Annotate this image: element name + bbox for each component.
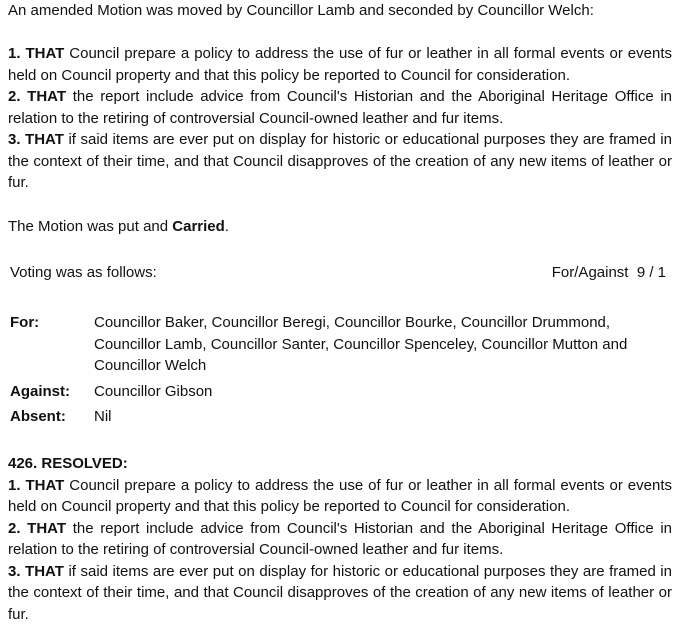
vote-label-against: Against: (10, 382, 70, 400)
vote-row-absent (10, 406, 670, 428)
motion-item-number: 3. THAT (8, 131, 64, 148)
vote-label-absent: Absent: (10, 408, 66, 425)
vote-row-for (10, 312, 670, 377)
motion-item-number: 2. THAT (8, 88, 67, 105)
amended-motion (8, 43, 672, 194)
vote-label-for: For: (10, 314, 40, 331)
motion-intro: An amended Motion was moved by Councillor Lamb and seconded by Councillor Welch: (8, 2, 594, 19)
vote-names-for: Councillor Baker, Councillor Beregi, Councillor Bourke, Councillor Drummond, Councillor Lamb, Councillor Santer, Councillor Spenceley, Councillor Mutton and Councillor Welch (94, 314, 628, 374)
tally-value: 9 / 1 (636, 264, 666, 281)
motion-outcome (8, 216, 672, 238)
resolution-heading-text: 426. RESOLVED: (8, 455, 128, 472)
resolution-item-3 (8, 561, 672, 625)
motion-item-text: if said items are ever put on display for historic or educational purposes they are framed in the context of their time, and that Council disapproves of the creation of any new items of leather or fur. (8, 131, 672, 191)
motion-item-2 (8, 86, 672, 129)
vote-names-against: Councillor Gibson (94, 382, 213, 400)
vote-names-absent: Nil (94, 408, 112, 425)
motion-item-3 (8, 129, 672, 194)
outcome-suffix: . (224, 218, 229, 235)
resolution-item-text: if said items are ever put on display for historic or educational purposes they are framed in the context of their time, and that Council disapproves of the creation of any new items of leather or fur. (8, 562, 672, 623)
resolution-item-1 (8, 475, 672, 518)
resolution-item-2 (8, 518, 672, 561)
outcome-prefix: The Motion was put and (8, 218, 173, 235)
resolution-item-number: 1. THAT (8, 476, 65, 494)
resolution-item-number: 3. THAT (8, 562, 64, 580)
motion-item-text: Council prepare a policy to address the use of fur or leather in all formal events or events held on Council property and that this policy be reported to Council for consideration. (8, 45, 672, 84)
resolution-heading (8, 453, 672, 475)
motion-item-1 (8, 43, 672, 86)
voting-tally (552, 262, 666, 284)
tally-label: For/Against (551, 264, 629, 281)
resolution (8, 453, 672, 625)
motion-item-text: the report include advice from Council's Historian and the Aboriginal Heritage Office in relation to the retiring of controversial Council-owned leather and fur items. (8, 88, 672, 127)
voting-label: Voting was as follows: (10, 264, 157, 281)
resolution-item-text: Council prepare a policy to address the use of fur or leather in all formal events or events held on Council property and that this policy be reported to Council for consideration. (8, 476, 672, 515)
vote-table (10, 312, 670, 428)
vote-row-against (10, 381, 670, 403)
voting-summary (10, 262, 666, 284)
outcome-result: Carried (172, 218, 225, 235)
resolution-item-number: 2. THAT (8, 519, 67, 537)
resolution-item-text: the report include advice from Council's Historian and the Aboriginal Heritage Office in relation to the retiring of controversial Council-owned leather and fur items. (8, 519, 672, 558)
motion-item-number: 1. THAT (8, 45, 65, 62)
